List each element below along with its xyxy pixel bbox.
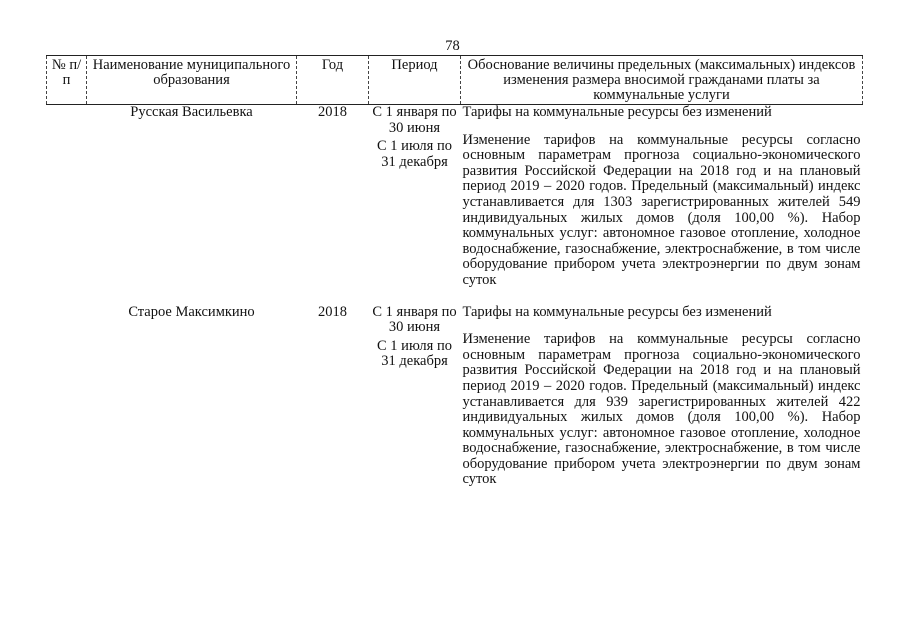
tariff-table [46, 55, 863, 488]
period-second-half: С 1 июля по 31 декабря [377, 337, 452, 370]
row-num [47, 105, 87, 289]
header-num: № п/п [47, 56, 87, 105]
row-year: 2018 [318, 303, 347, 320]
table-header [47, 56, 863, 105]
period-second-half: С 1 июля по 31 декабря [377, 138, 452, 170]
row-period [369, 105, 461, 289]
row-municipality: Старое Максимкино [128, 303, 255, 320]
basis-second-half: Изменение тарифов на коммунальные ресурсы согласно основным параметрам прогноза социально-экономического развития Российской Федерации на 2018 год и на плановый период 2019 – 2020 годов. Предельный (максимальный) индекс устанавливается для 1303 зарегистрированных жителей 549 индивидуальных жилых домов (доля 100,00 %). Набор коммунальных услуг: автономное газовое отопление, холодное водоснабжение, газоснабжение, электроснабжение, в том числе оборудование прибором учета электроэнергии по двум зонам суток [462, 131, 861, 288]
basis-second-half: Изменение тарифов на коммунальные ресурсы согласно основным параметрам прогноза социально-экономического развития Российской Федерации на 2018 год и на плановый период 2019 – 2020 годов. Предельный (максимальный) индекс устанавливается для 939 зарегистрированных жителей 422 индивидуальных жилых домов (доля 100,00 %). Набор коммунальных услуг: автономное газовое отопление, холодное водоснабжение, газоснабжение, электроснабжение, в том числе оборудование прибором учета электроэнергии по двум зонам суток [462, 331, 861, 488]
table-row [47, 105, 863, 289]
row-municipality: Русская Васильевка [130, 104, 253, 120]
basis-first-half: Тарифы на коммунальные ресурсы без изменений [462, 303, 772, 320]
header-year: Год [297, 56, 369, 105]
period-first-half: С 1 января по 30 июня [372, 303, 457, 336]
row-period [369, 289, 461, 489]
header-basis: Обоснование величины предельных (максимальных) индексов изменения размера вносимой гражданами платы за коммунальные услуги [461, 56, 863, 105]
table-row [47, 289, 863, 489]
basis-first-half: Тарифы на коммунальные ресурсы без изменений [462, 104, 772, 120]
header-row [47, 56, 863, 105]
page-number: 78 [445, 38, 460, 54]
row-year: 2018 [318, 104, 347, 120]
row-basis [461, 105, 863, 289]
header-period: Период [369, 56, 461, 105]
period-first-half: С 1 января по 30 июня [372, 104, 457, 136]
header-name: Наименование муниципального образования [87, 56, 297, 105]
table-body [47, 105, 863, 489]
row-num [47, 289, 87, 489]
row-basis [461, 289, 863, 489]
